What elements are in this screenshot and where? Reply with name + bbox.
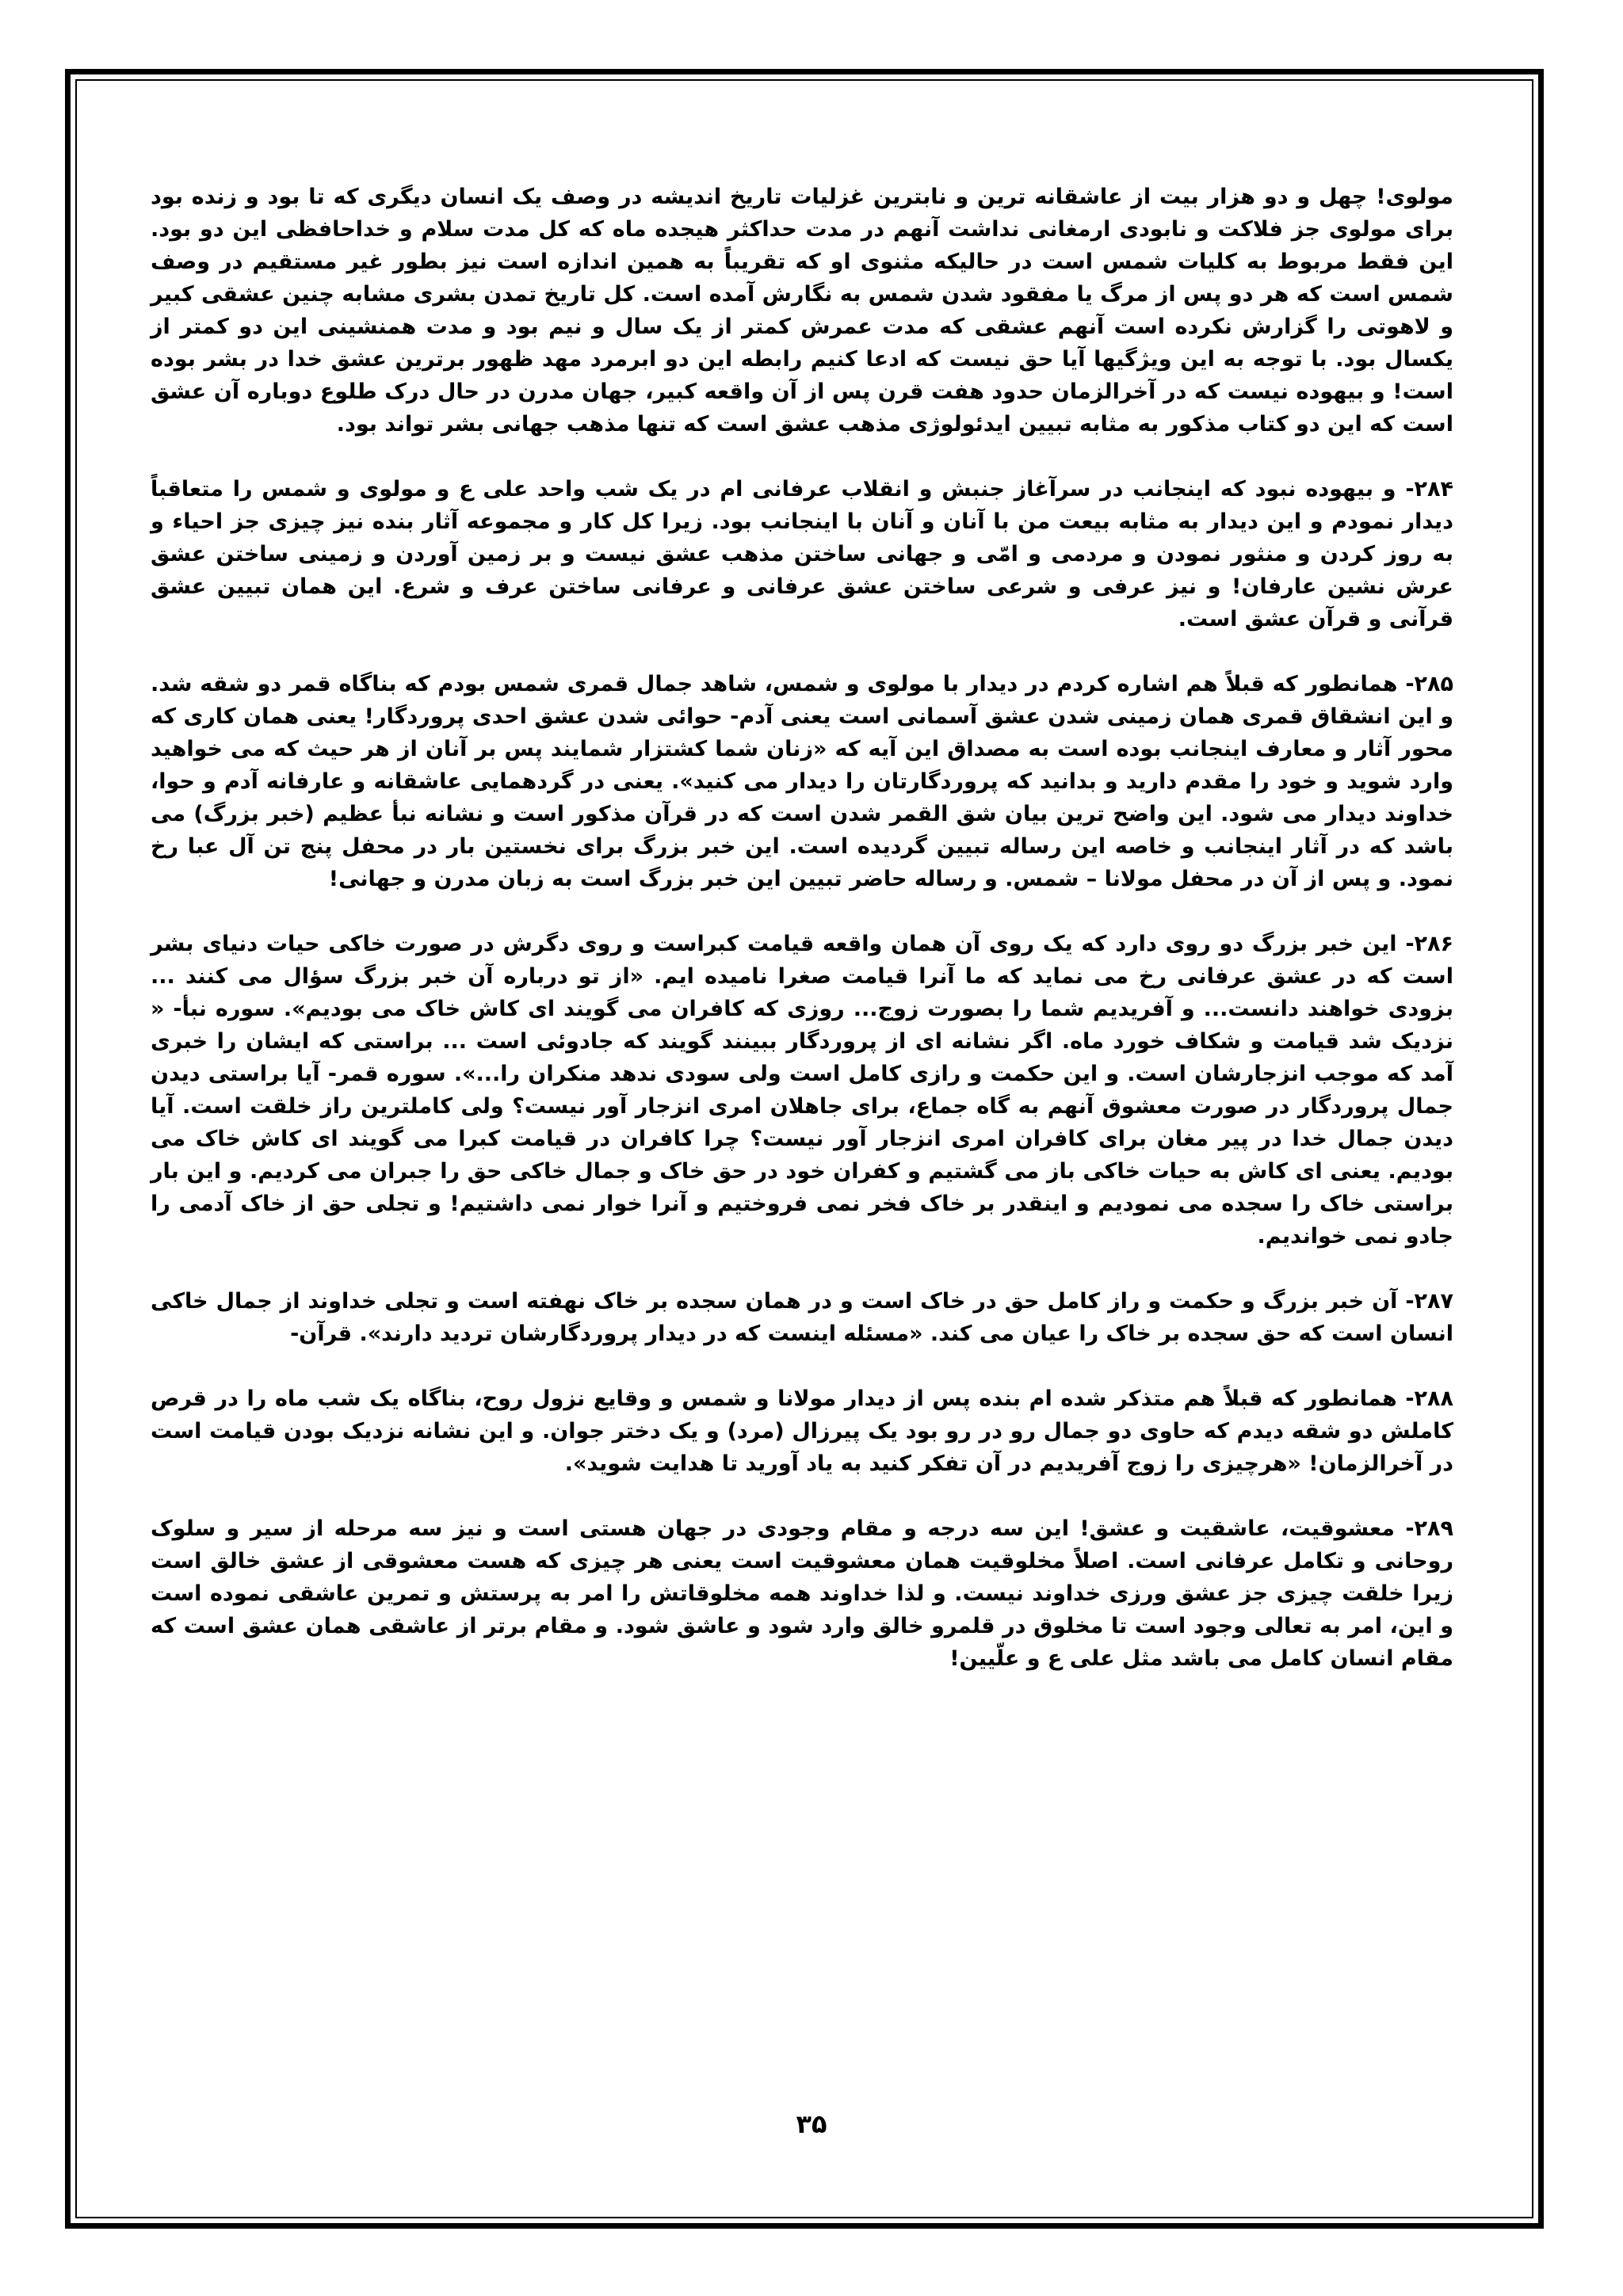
paragraph-286: ۲۸۶- این خبر بزرگ دو روی دارد که یک روی آن همان واقعه قیامت کبراست و روی دگرش در صورت خاکی حیات دنیای بشر است که در عشق عرفانی رخ می نماید که ما آنرا قیامت صغرا نامیده ایم. «از تو درباره آن خبر بزرگ سؤال می کنند ... بزودی خواهند دانست... و آفریدیم شما را بصورت زوج... روزی که کافران می گویند ای کاش خاک می بودیم». سوره نبأ- « نزدیک شد قیامت و شکاف خورد ماه. اگر نشانه ای از پروردگار ببینند گویند که جادوئی است ... براستی که ایشان را خبری آمد که موجب انزجارشان است. و این حکمت و رازی کامل است ولی سودی ندهد منکران را...». سوره قمر- آیا براستی دیدن جمال پروردگار در صورت معشوق آنهم به گاه جماع، برای جاهلان امری انزجار آور نیست؟ ولی کاملترین راز خلقت است. آیا دیدن جمال خدا در پیر مغان برای کافران امری انزجار آور نیست؟ چرا کافران در قیامت کبرا می گویند ای کاش خاک می بودیم. یعنی ای کاش به حیات خاکی باز می گشتیم و کفران خود در حق خاک و جمال خاکی حق را جبران می کردیم. و این بار براستی خاک را سجده می نمودیم و اینقدر بر خاک فخر نمی فروختیم و آنرا خوار نمی داشتیم! و تجلی حق از خاک آدمی را جادو نمی خواندیم. bbox=[151, 932, 1453, 1249]
paragraph-284: ۲۸۴- و بیهوده نبود که اینجانب در سرآغاز جنبش و انقلاب عرفانی ام در یک شب واحد علی ع و مولوی و شمس را متعاقباً دیدار نمودم و این دیدار به مثابه بیعت من با آنان و آنان با اینجانب بود. زیرا کل کار و مجموعه آثار بنده نیز چیزی جز احیاء و به روز کردن و منثور نمودن و مردمی و امّی و جهانی ساختن مذهب عشق نیست و بر زمین آوردن و زمینی ساختن عشق عرش نشین عارفان! و نیز عرفی و شرعی ساختن عشق عرفانی و عرفانی ساختن عرف و شرع. این همان تبیین عشق قرآنی و قرآن عشق است. bbox=[151, 477, 1453, 631]
paragraph-285: ۲۸۵- همانطور که قبلاً هم اشاره کردم در دیدار با مولوی و شمس، شاهد جمال قمری شمس بودم که بناگاه قمر دو شقه شد. و این انشقاق قمری همان زمینی شدن عشق آسمانی است یعنی آدم- حوائی شدن عشق احدی پروردگار! یعنی همان کاری که محور آثار و معارف اینجانب بوده است به مصداق این آیه که «زنان شما کشتزار شمایند پس بر آنان از هر حیث که می خواهید وارد شوید و خود را مقدم دارید و بدانید که پروردگارتان را دیدار می کنید». یعنی در گردهمایی عاشقانه و عارفانه آدم و حوا، خداوند دیدار می شود. این واضح ترین بیان شق القمر شدن است که در قرآن مذکور است و نشانه نبأ عظیم (خبر بزرگ) می باشد که در آثار اینجانب و خاصه این رساله تبیین گردیده است. این خبر بزرگ برای نخستین بار در محفل پنج تن آل عبا رخ نمود. و پس از آن در محفل مولانا – شمس. و رساله حاضر تبیین این خبر بزرگ است به زبان مدرن و جهانی! bbox=[151, 672, 1453, 891]
paragraph-289: ۲۸۹- معشوقیت، عاشقیت و عشق! این سه درجه و مقام وجودی در جهان هستی است و نیز سه مرحله از سیر و سلوک روحانی و تکامل عرفانی است. اصلاً مخلوقیت همان معشوقیت است یعنی هر چیزی که هست معشوقی از عشق خالق است زیرا خلقت چیزی جز عشق ورزی خداوند نیست. و لذا خداوند همه مخلوقاتش را امر به پرستش و تمرین عاشقی نموده است و این، امر به تعالی وجود است تا مخلوق در قلمرو خالق وارد شود و عاشق شود. و مقام برتر از عاشقی همان عشق است که مقام انسان کامل می باشد مثل علی ع و علّیین! bbox=[151, 1516, 1453, 1671]
paragraph-287: ۲۸۷- آن خبر بزرگ و حکمت و راز کامل حق در خاک است و در همان سجده بر خاک نهفته است و تجلی خداوند از جمال خاکی انسان است که حق سجده بر خاک را عیان می کند. «مسئله اینست که در دیدار پروردگارشان تردید دارند». قرآن- bbox=[151, 1289, 1453, 1346]
document-body bbox=[151, 181, 1453, 1707]
paragraph-1: مولوی! چهل و دو هزار بیت از عاشقانه ترین و نابترین غزلیات تاریخ اندیشه در وصف یک انسان دیگری که تا بود و زنده بود برای مولوی جز فلاکت و نابودی ارمغانی نداشت آنهم در مدت حداکثر هیجده ماه که کل مدت سلام و خداحافظی این دو بود. این فقط مربوط به کلیات شمس است در حالیکه مثنوی او که تقریباً به همین اندازه است نیز بطور غیر مستقیم در وصف شمس است که هر دو پس از مرگ یا مفقود شدن شمس به نگارش آمده است. کل تاریخ تمدن بشری مشابه چنین عشقی کبیر و لاهوتی را گزارش نکرده است آنهم عشقی که مدت عمرش کمتر از یک سال و نیم بود و مدت همنشینی این دو کمتر از یکسال بود. با توجه به این ویژگیها آیا حق نیست که ادعا کنیم رابطه این دو ابرمرد مهد ظهور برترین عشق خدا در بشر بوده است! و بیهوده نیست که در آخرالزمان حدود هفت قرن پس از آن واقعه کبیر، جهان مدرن در حال درک طلوع دوباره آن عشق است که این دو کتاب مذکور به مثابه تبیین ایدئولوژی مذهب عشق است که تنها مذهب جهانی بشر تواند بود. bbox=[151, 185, 1453, 437]
page-number: ۳۵ bbox=[796, 2109, 827, 2139]
paragraph-288: ۲۸۸- همانطور که قبلاً هم متذکر شده ام بنده پس از دیدار مولانا و شمس و وقایع نزول روح، بناگاه یک شب ماه را در قرص کاملش دو شقه دیدم که حاوی دو جمال رو در رو بود یک پیرزال (مرد) و یک دختر جوان. و این نشانه نزدیک بودن قیامت است در آخرالزمان! «هرچیزی را زوج آفریدیم در آن تفکر کنید به یاد آورید تا هدایت شوید». bbox=[151, 1386, 1453, 1476]
